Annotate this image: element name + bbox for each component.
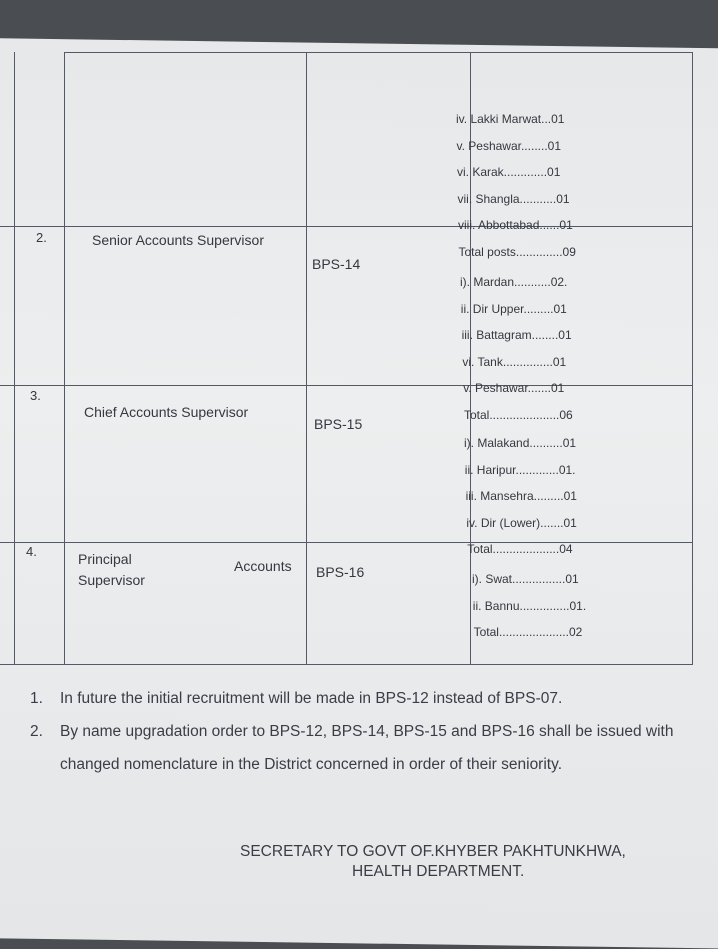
signature-block [240,842,700,882]
district-entry: v. Peshawar.......01 [463,381,565,395]
district-entry: i). Mardan...........02. [460,275,568,289]
designation: Chief Accounts Supervisor [84,404,249,420]
col-line [306,52,307,664]
bps-grade: BPS-16 [316,564,365,580]
district-entry: Total....................04 [467,542,573,556]
district-entry: i). Swat................01 [472,572,579,586]
designation: Senior Accounts Supervisor [92,232,264,248]
bps-grade: BPS-15 [314,416,363,432]
col-line [64,52,65,664]
district-entry: iv. Dir (Lower).......01 [466,515,577,530]
district-entry: Total.....................02 [473,625,583,639]
district-entry: viii. Abbottabad......01 [458,218,573,232]
designation-part: Accounts [234,558,292,574]
district-entry: ii. Dir Upper.........01 [460,301,567,316]
note-text: In future the initial recruitment will be made in BPS-12 instead of BPS-07. [60,690,563,707]
note-number: 1. [30,690,43,707]
district-entry: Total posts..............09 [458,244,576,259]
district-entry: vi. Karak.............01 [457,165,561,179]
district-entry: v. Peshawar........01 [456,138,561,153]
col-line [14,52,15,664]
district-entry: ii. Haripur.............01. [464,462,576,477]
district-entry: iii. Battagram........01 [461,328,572,342]
notes-list [30,682,700,781]
note-number: 2. [30,723,43,740]
serial-number: 4. [26,544,37,559]
signatory-title: SECRETARY TO GOVT OF.KHYBER PAKHTUNKHWA, [240,843,626,860]
district-entry: ii. Bannu...............01. [472,598,587,613]
row-line [64,52,692,53]
designation-part: Supervisor [78,572,145,588]
note-item [30,715,700,781]
row-line [0,385,692,386]
bps-grade: BPS-14 [312,256,361,272]
serial-number: 3. [30,388,41,403]
row-line [0,226,692,227]
district-entry: iii. Mansehra.........01 [465,489,577,503]
district-entry: vii. Shangla...........01 [457,191,570,206]
district-entry: iv. Lakki Marwat...01 [456,112,565,126]
district-entry: i). Malakand..........01 [464,436,577,450]
designation-part: Principal [78,551,132,567]
district-entry: Total.....................06 [464,407,573,422]
note-item [30,682,700,715]
serial-number: 2. [36,230,47,245]
note-text: By name upgradation order to BPS-12, BPS-14, BPS-15 and BPS-16 shall be issued with changed nomenclature in the District concerned in order of their seniority. [60,723,674,773]
row-line [0,542,692,543]
district-entry: vi. Tank...............01 [462,354,567,369]
signatory-department: HEALTH DEPARTMENT. [352,863,525,880]
